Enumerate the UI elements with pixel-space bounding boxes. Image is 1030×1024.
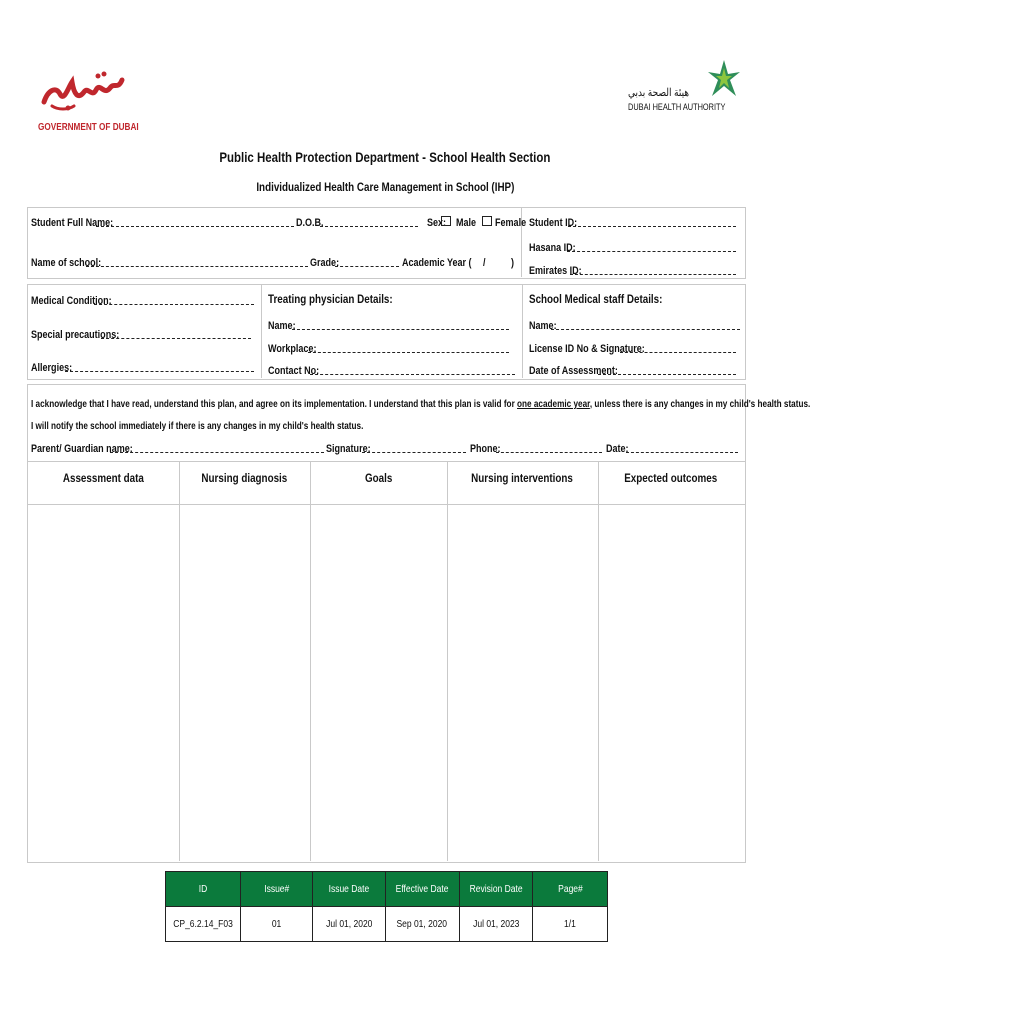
footer-header-effective-date: Effective Date bbox=[395, 883, 449, 895]
student-id-label: Student ID: bbox=[529, 217, 578, 229]
date-label: Date: bbox=[606, 443, 629, 455]
workplace-label: Workplace: bbox=[268, 343, 317, 355]
license-label: License ID No & Signature: bbox=[529, 343, 645, 355]
document-control-table bbox=[165, 871, 608, 942]
staff-header: School Medical staff Details: bbox=[529, 292, 663, 306]
col-header-diagnosis: Nursing diagnosis bbox=[201, 471, 288, 485]
hasana-id-field[interactable] bbox=[567, 241, 736, 252]
staff-name-label: Name: bbox=[529, 320, 557, 332]
academic-year-link: one academic year bbox=[517, 398, 590, 410]
footer-header-issue: Issue# bbox=[264, 883, 290, 895]
dha-emblem-icon bbox=[706, 58, 742, 100]
emirates-id-field[interactable] bbox=[570, 264, 736, 275]
col-header-assessment: Assessment data bbox=[62, 471, 144, 485]
gov-logo-arabic bbox=[38, 68, 128, 112]
care-plan-cell-assessment[interactable] bbox=[28, 505, 178, 860]
physician-name-field[interactable] bbox=[292, 319, 509, 330]
page-title: Public Health Protection Department - School Health Section bbox=[219, 149, 551, 165]
student-name-label: Student Full Name: bbox=[31, 217, 114, 229]
care-plan-cell-interventions[interactable] bbox=[448, 505, 597, 860]
footer-value-issue: 01 bbox=[271, 918, 282, 930]
female-label: Female bbox=[495, 217, 527, 229]
col-header-outcomes: Expected outcomes bbox=[624, 471, 718, 485]
dha-logo-arabic: هيئة الصحة بدبي bbox=[628, 87, 690, 99]
footer-value-id: CP_6.2.14_F03 bbox=[173, 918, 233, 930]
assessment-date-field[interactable] bbox=[598, 364, 736, 375]
emirates-id-label: Emirates ID: bbox=[529, 265, 582, 277]
footer-header-id: ID bbox=[198, 883, 208, 895]
academic-year-close: ) bbox=[511, 257, 515, 269]
footer-value-revision-date: Jul 01, 2023 bbox=[472, 918, 520, 930]
signature-field[interactable] bbox=[362, 442, 466, 453]
grade-field[interactable] bbox=[335, 256, 399, 267]
sex-label: Sex: bbox=[427, 217, 447, 229]
student-id-field[interactable] bbox=[568, 216, 736, 227]
footer-value-page: 1/1 bbox=[564, 918, 577, 930]
government-of-dubai-logo bbox=[34, 66, 144, 136]
academic-year-label: Academic Year ( bbox=[402, 257, 472, 269]
dob-field[interactable] bbox=[320, 216, 418, 227]
care-plan-cell-goals[interactable] bbox=[311, 505, 446, 860]
student-name-field[interactable] bbox=[96, 216, 294, 227]
footer-header-revision-date: Revision Date bbox=[469, 883, 523, 895]
contact-no-field[interactable] bbox=[310, 364, 515, 375]
assessment-date-label: Date of Assessment: bbox=[529, 365, 618, 377]
male-label: Male bbox=[456, 217, 477, 229]
medical-condition-label: Medical Condition: bbox=[31, 295, 112, 307]
hasana-id-label: Hasana ID: bbox=[529, 242, 576, 254]
date-field[interactable] bbox=[626, 442, 738, 453]
footer-header-issue-date: Issue Date bbox=[328, 883, 370, 895]
phone-field[interactable] bbox=[496, 442, 602, 453]
gov-logo-text: GOVERNMENT OF DUBAI bbox=[38, 122, 139, 133]
female-checkbox[interactable] bbox=[482, 216, 492, 226]
grade-label: Grade: bbox=[310, 257, 340, 269]
special-precautions-field[interactable] bbox=[101, 328, 251, 339]
care-plan-cell-diagnosis[interactable] bbox=[180, 505, 309, 860]
medical-condition-field[interactable] bbox=[94, 294, 254, 305]
staff-name-field[interactable] bbox=[551, 319, 740, 330]
care-plan-cell-outcomes[interactable] bbox=[599, 505, 743, 860]
license-field[interactable] bbox=[620, 342, 736, 353]
academic-year-separator: / bbox=[483, 257, 486, 269]
signature-label: Signature: bbox=[326, 443, 371, 455]
guardian-name-label: Parent/ Guardian name: bbox=[31, 443, 133, 455]
allergies-label: Allergies: bbox=[31, 362, 73, 374]
document-control-header-row bbox=[166, 872, 608, 907]
school-name-field[interactable] bbox=[86, 256, 308, 267]
male-checkbox[interactable] bbox=[441, 216, 451, 226]
special-precautions-label: Special precautions: bbox=[31, 329, 120, 341]
dubai-health-authority-logo bbox=[622, 58, 744, 120]
col-header-goals: Goals bbox=[364, 471, 393, 485]
physician-header: Treating physician Details: bbox=[268, 292, 393, 306]
dob-label: D.O.B. bbox=[296, 217, 324, 229]
phone-label: Phone: bbox=[470, 443, 501, 455]
workplace-field[interactable] bbox=[308, 342, 509, 353]
footer-header-page: Page# bbox=[557, 883, 583, 895]
footer-value-issue-date: Jul 01, 2020 bbox=[325, 918, 373, 930]
physician-name-label: Name: bbox=[268, 320, 296, 332]
dha-logo-text: DUBAI HEALTH AUTHORITY bbox=[628, 102, 726, 112]
consent-text-line1: I acknowledge that I have read, understand this plan, and agree on its implementation. I understand that this plan is valid for one academic year, unless there is any changes in my child's health status. bbox=[31, 398, 811, 410]
page-subtitle: Individualized Health Care Management in School (IHP) bbox=[255, 180, 515, 194]
footer-value-effective-date: Sep 01, 2020 bbox=[396, 918, 448, 930]
contact-no-label: Contact No: bbox=[268, 365, 320, 377]
guardian-name-field[interactable] bbox=[110, 442, 324, 453]
allergies-field[interactable] bbox=[65, 361, 254, 372]
document-control-value-row bbox=[166, 907, 608, 942]
col-header-interventions: Nursing interventions bbox=[471, 471, 574, 485]
consent-text-line2: I will notify the school immediately if there is any changes in my child's health status. bbox=[31, 420, 364, 432]
school-name-label: Name of school: bbox=[31, 257, 102, 269]
